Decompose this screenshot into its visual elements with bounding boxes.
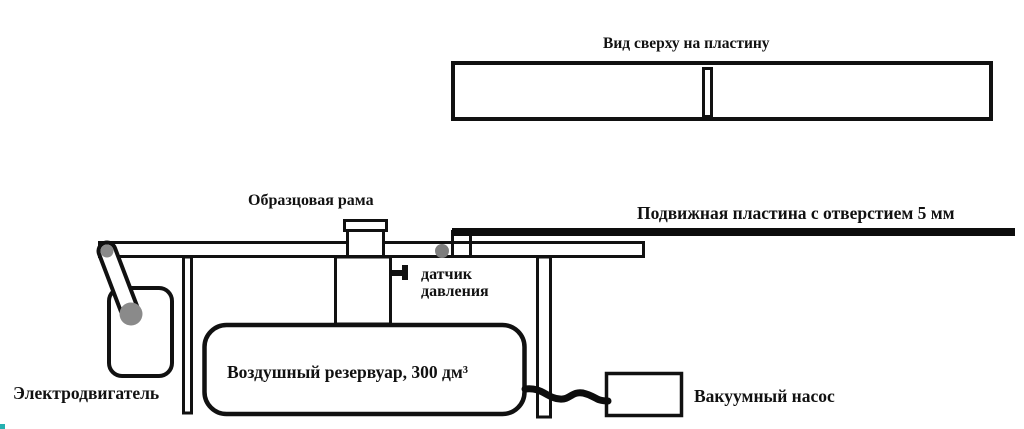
small-pulley — [101, 245, 114, 258]
reference-frame-body — [348, 231, 384, 257]
corner-artifact — [0, 424, 5, 429]
vacuum-pump-label: Вакуумный насос — [694, 386, 835, 406]
top-view-slot-5mm — [704, 69, 712, 117]
pressure-sensor-label: датчик давления — [421, 266, 489, 300]
top-view-plate-outline — [453, 63, 991, 119]
electric-motor-label: Электродвигатель — [13, 383, 160, 403]
movable-plate-bar — [452, 228, 1015, 236]
air-reservoir-label: Воздушный резервуар, 300 дм³ — [227, 362, 469, 382]
reference-frame-label: Образцовая рама — [248, 192, 374, 209]
pressure-sensor-tip — [402, 265, 408, 280]
table-left-leg — [184, 257, 192, 413]
top-view-title: Вид сверху на пластину — [603, 35, 770, 52]
support-roller — [435, 244, 449, 258]
movable-plate-label: Подвижная пластина с отверстием 5 мм — [637, 203, 955, 223]
pressure-sensor-stem — [390, 270, 404, 276]
motor-pulley — [120, 303, 143, 326]
reservoir-neck — [336, 257, 391, 324]
vacuum-pump-body — [607, 374, 682, 416]
